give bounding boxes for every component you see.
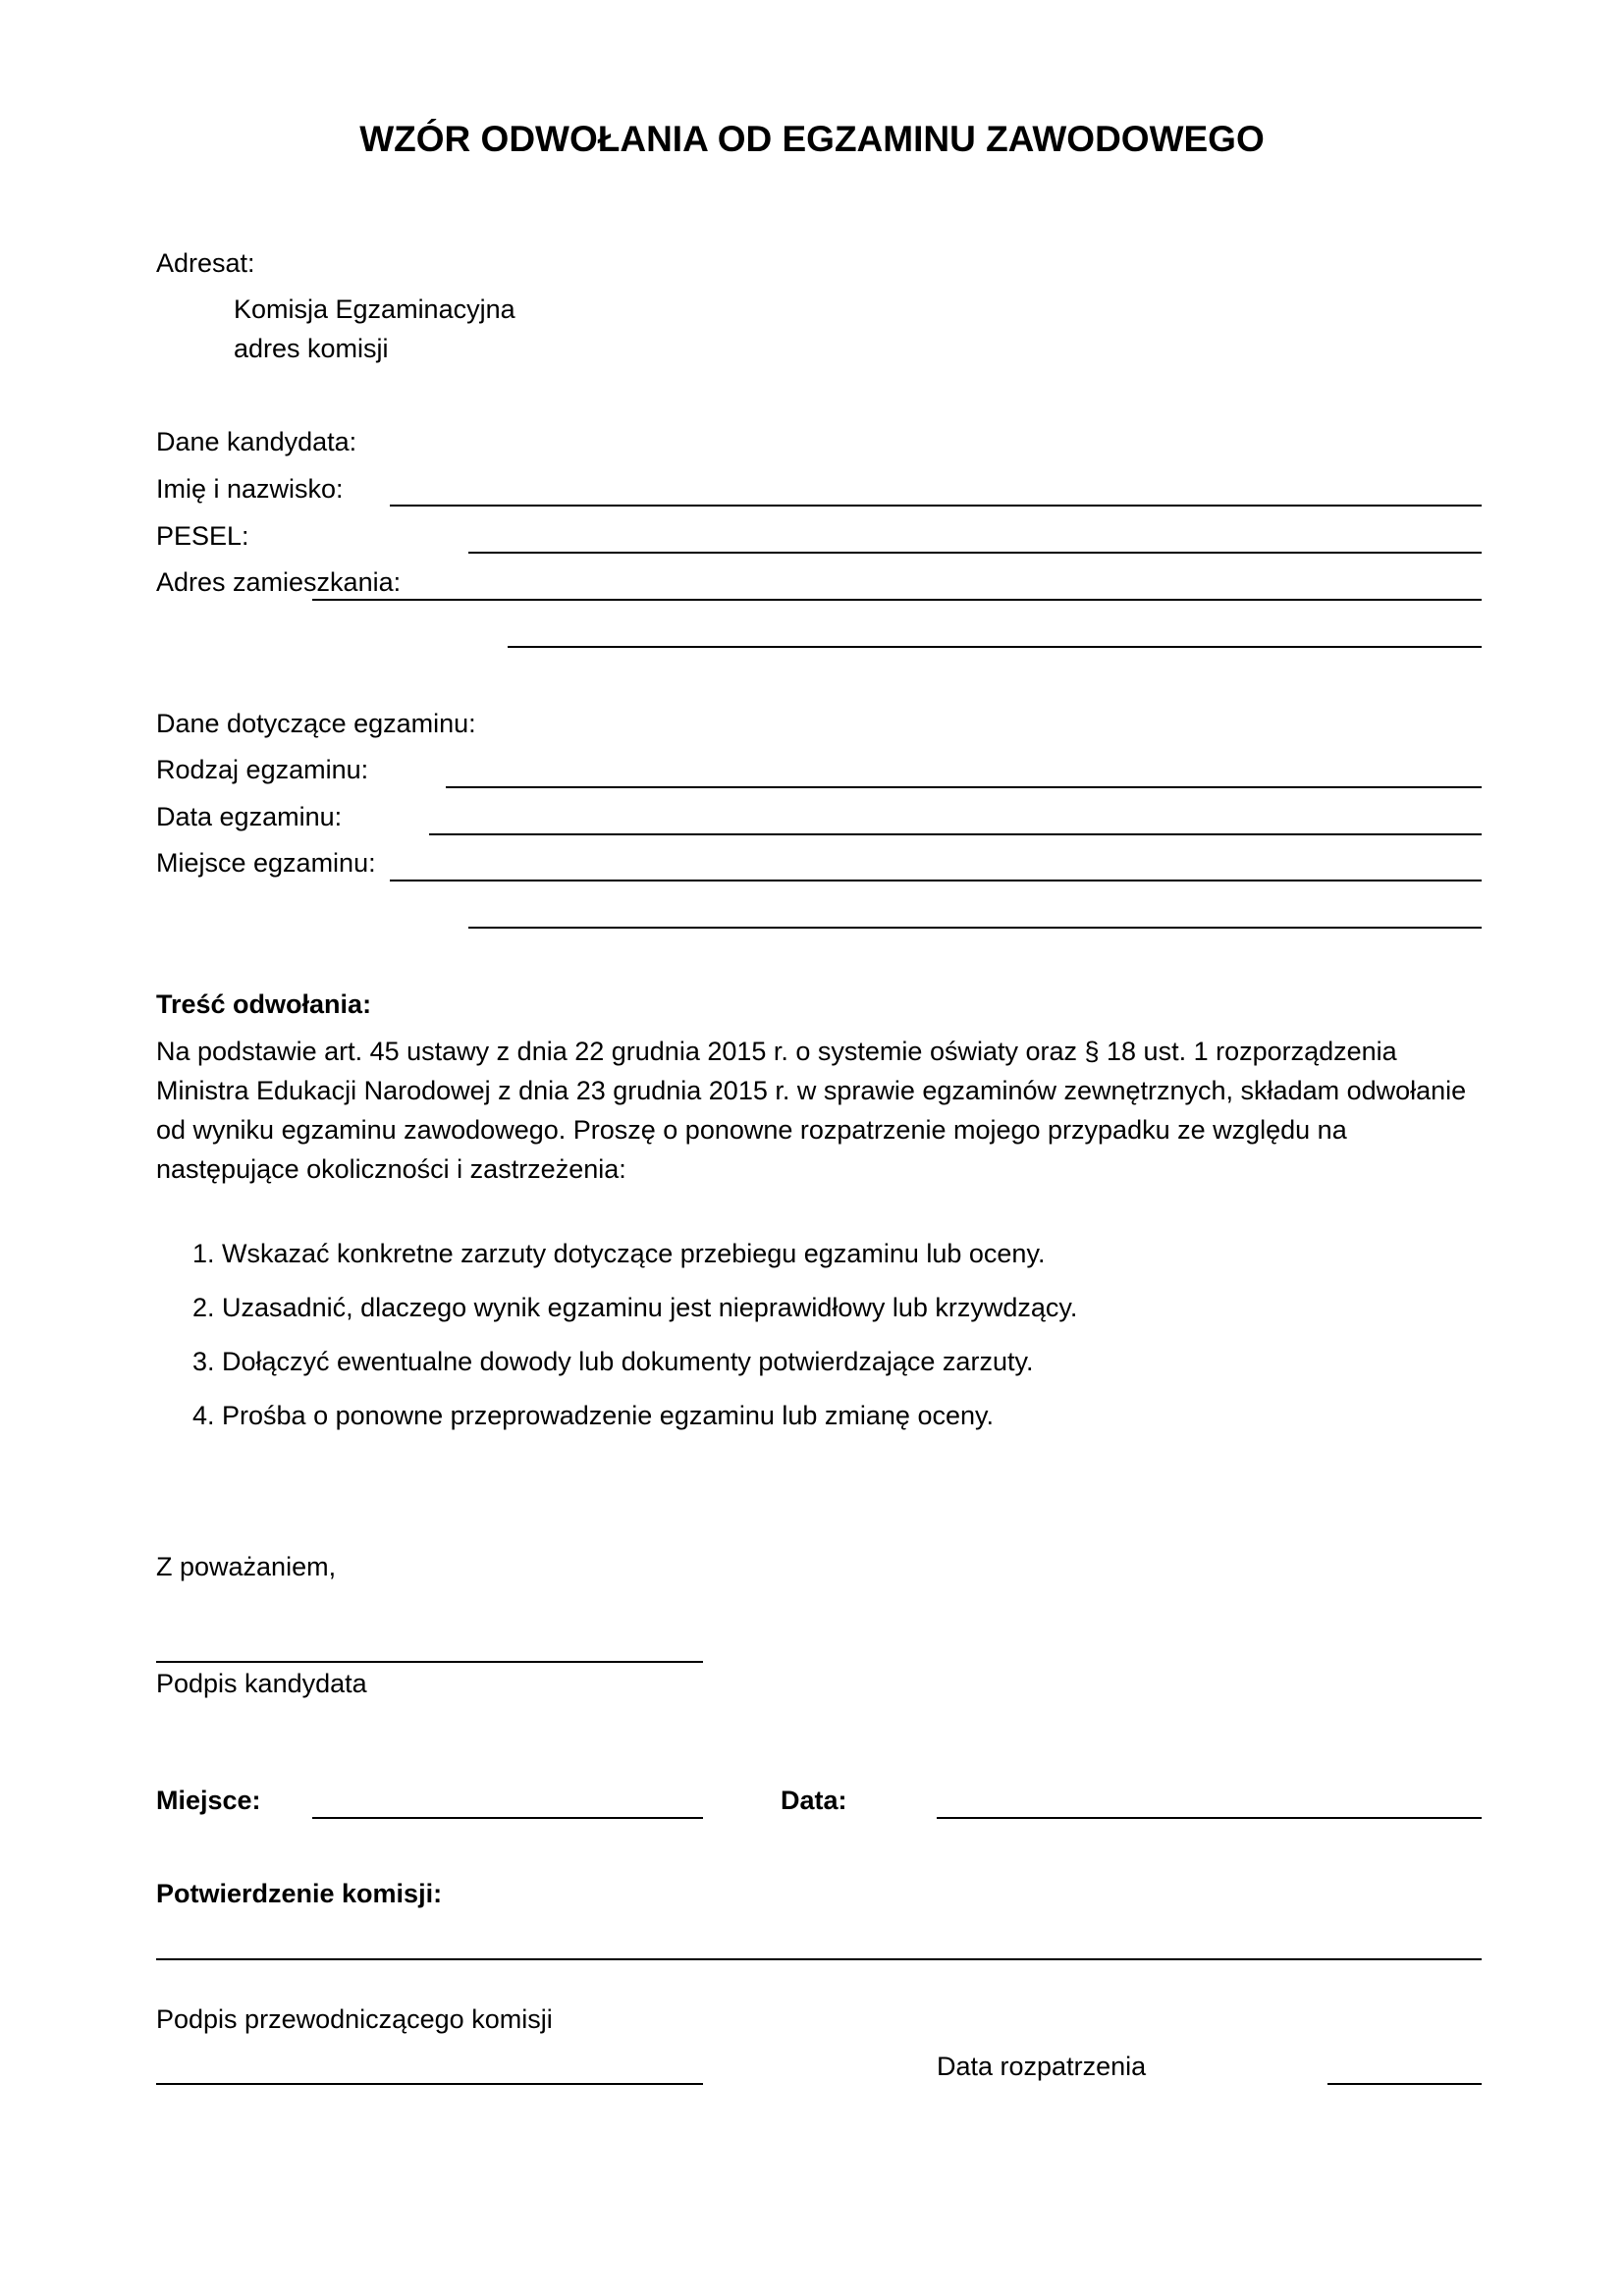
appeal-point-2: 2. Uzasadnić, dlaczego wynik egzaminu jest nieprawidłowy lub krzywdzący. <box>192 1293 1078 1322</box>
commission-heading: Potwierdzenie komisji: <box>156 1879 443 1908</box>
exam-heading: Dane dotyczące egzaminu: <box>156 709 476 738</box>
address-field-line-2[interactable] <box>508 646 1482 648</box>
review-date-line[interactable] <box>1327 2083 1482 2085</box>
pesel-label: PESEL: <box>156 521 249 551</box>
exam-place-field-line-1[interactable] <box>390 880 1482 881</box>
review-date-label: Data rozpatrzenia <box>937 2052 1147 2081</box>
addressee-line-1: Komisja Egzaminacyjna <box>234 294 515 324</box>
date-field-line[interactable] <box>937 1817 1482 1819</box>
exam-date-field-line[interactable] <box>429 833 1482 835</box>
name-field-line[interactable] <box>390 505 1482 507</box>
name-label: Imię i nazwisko: <box>156 474 344 504</box>
place-label: Miejsce: <box>156 1786 261 1815</box>
chair-signature-line[interactable] <box>156 2083 703 2085</box>
exam-type-field-line[interactable] <box>446 786 1482 788</box>
appeal-body: Na podstawie art. 45 ustawy z dnia 22 grudnia 2015 r. o systemie oświaty oraz § 18 ust. 1 rozporządzenia Ministra Edukacji Narodowej z dnia 23 grudnia 2015 r. w sprawie egzaminów zewnętrznych, składam odwołanie od wyniku egzaminu zawodowego. Proszę o ponowne rozpatrzenie mojego przypadku ze względu na następujące okoliczności i zastrzeżenia: <box>156 1037 1467 1184</box>
address-field-line-1[interactable] <box>312 599 1482 601</box>
pesel-field-line[interactable] <box>468 552 1482 554</box>
commission-confirmation-line[interactable] <box>156 1958 1482 1960</box>
regards-text: Z poważaniem, <box>156 1552 337 1581</box>
candidate-signature-line[interactable] <box>156 1661 703 1663</box>
address-label: Adres zamieszkania: <box>156 567 402 597</box>
appeal-heading: Treść odwołania: <box>156 989 372 1019</box>
appeal-point-3: 3. Dołączyć ewentualne dowody lub dokumenty potwierdzające zarzuty. <box>192 1347 1034 1376</box>
date-label: Data: <box>781 1786 847 1815</box>
exam-place-field-line-2[interactable] <box>468 927 1482 929</box>
candidate-heading: Dane kandydata: <box>156 427 357 456</box>
chair-signature-label: Podpis przewodniczącego komisji <box>156 2004 553 2034</box>
addressee-label: Adresat: <box>156 248 255 278</box>
place-field-line[interactable] <box>312 1817 703 1819</box>
addressee-line-2: adres komisji <box>234 334 389 363</box>
exam-place-label: Miejsce egzaminu: <box>156 848 376 878</box>
appeal-point-4: 4. Prośba o ponowne przeprowadzenie egzaminu lub zmianę oceny. <box>192 1401 994 1430</box>
appeal-point-1: 1. Wskazać konkretne zarzuty dotyczące przebiegu egzaminu lub oceny. <box>192 1239 1046 1268</box>
page-title: WZÓR ODWOŁANIA OD EGZAMINU ZAWODOWEGO <box>359 119 1265 159</box>
candidate-signature-label: Podpis kandydata <box>156 1669 367 1698</box>
exam-date-label: Data egzaminu: <box>156 802 343 831</box>
exam-type-label: Rodzaj egzaminu: <box>156 755 369 784</box>
